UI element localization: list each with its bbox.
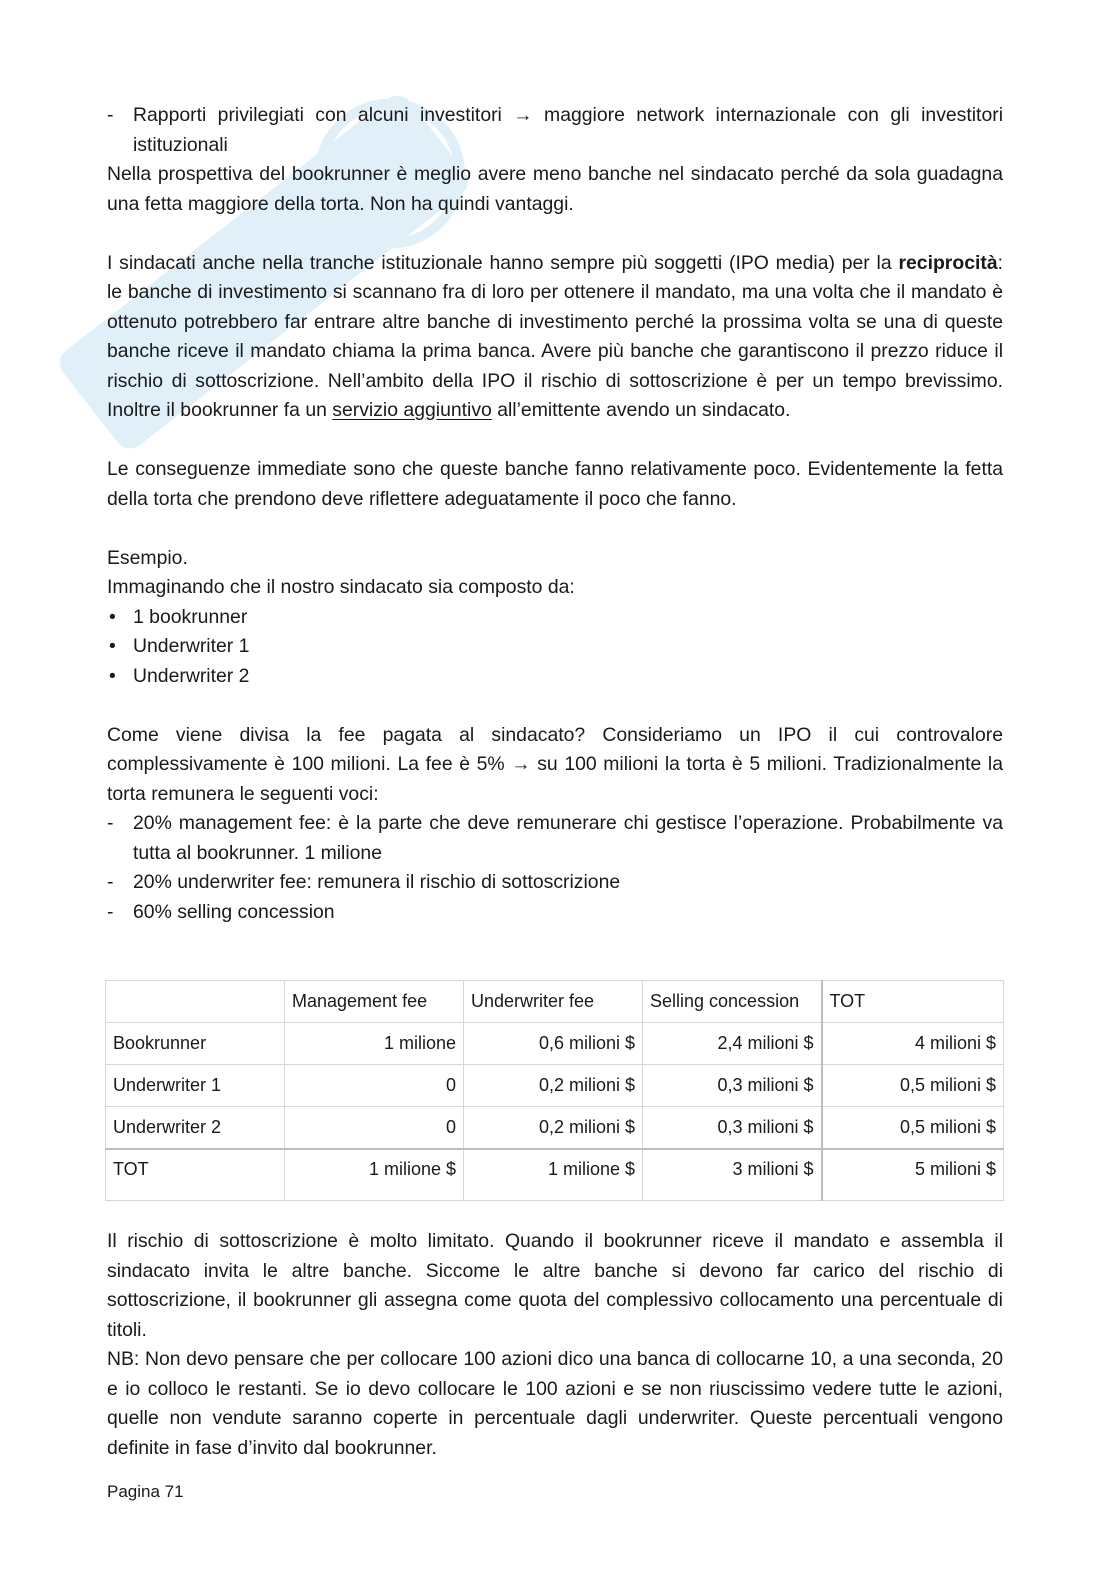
table-header-cell: Underwriter fee <box>464 981 643 1023</box>
table-header-cell: Management fee <box>285 981 464 1023</box>
fee-item-text: 20% underwriter fee: remunera il rischio di sottoscrizione <box>133 871 621 893</box>
privileged-investors-item <box>107 101 1003 160</box>
bullet-marker: • <box>109 635 116 657</box>
bullet-marker: • <box>109 664 116 687</box>
table-cell: 0,3 milioni $ <box>643 1107 822 1150</box>
fee-item <box>107 868 1003 898</box>
table-header-cell: TOT <box>822 981 1004 1023</box>
right-arrow-icon: → <box>513 104 533 126</box>
table-cell: 1 milione $ <box>285 1149 464 1201</box>
bottom-text <box>107 1227 1003 1463</box>
fee-item <box>107 809 1003 868</box>
esempio-intro: Immaginando che il nostro sindacato sia composto da: <box>107 576 575 598</box>
syndicate-item <box>107 632 1003 662</box>
table-cell: 0,2 milioni $ <box>464 1065 643 1107</box>
list-dash-marker: - <box>107 104 114 126</box>
list-dash-marker: - <box>107 812 114 834</box>
sindacati-middle: : le banche di investimento si scannano fra di loro per ottenere il mandato, ma una volta che il mandato è ottenuto potrebbero far entrare altre banche di investimento perché la prossima volta se una di queste banche riceve il mandato chiama la prima banca. Avere più banche che garantiscono il prezzo riduce il rischio di sottoscrizione. Nell’ambito della IPO il rischio di sottoscrizione è per un tempo brevissimo. Inoltre il bookrunner fa un <box>107 251 1003 421</box>
fee-paragraph-before: Come viene divisa la fee pagata al sindacato? Consideriamo un IPO il cui controvalore complessivamente è 100 milioni. La fee è 5% <box>107 723 1003 775</box>
table-row-label: Bookrunner <box>106 1023 285 1065</box>
syndicate-item-label: Underwriter 2 <box>133 664 250 687</box>
fee-item-text: 60% selling concession <box>133 900 335 923</box>
table-row-label: Underwriter 1 <box>106 1065 285 1107</box>
table-header-cell: Selling concession <box>643 981 822 1023</box>
fee-paragraph-after: su 100 milioni la torta è 5 milioni. Tradizionalmente la torta remunera le seguenti voci: <box>107 753 1004 805</box>
sindacati-paragraph <box>107 249 1003 426</box>
table-cell: 1 milione <box>285 1023 464 1065</box>
servizio-aggiuntivo-term: servizio aggiuntivo <box>332 399 492 421</box>
sindacati-lead: I sindacati anche nella tranche istituzionale hanno sempre più soggetti (IPO media) per la <box>107 251 892 274</box>
table-cell: 0 <box>285 1107 464 1150</box>
table-cell: 0,3 milioni $ <box>643 1065 822 1107</box>
table-row <box>106 1023 1004 1065</box>
right-arrow-icon: → <box>511 753 531 775</box>
network-text: maggiore network internazionale con gli investitori istituzionali <box>133 104 1003 156</box>
privileged-investors-text: Rapporti privilegiati con alcuni investitori <box>133 104 502 126</box>
list-dash-marker: - <box>107 900 114 923</box>
table-header-cell <box>106 981 285 1023</box>
reciprocita-term: reciprocità <box>898 251 998 274</box>
table-cell: 0,2 milioni $ <box>464 1107 643 1150</box>
document-body <box>107 101 1003 927</box>
table-header-row <box>106 981 1004 1023</box>
bullet-marker: • <box>109 605 116 628</box>
rischio-paragraph: Il rischio di sottoscrizione è molto limitato. Quando il bookrunner riceve il mandato e assembla il sindacato invita le altre banche. Siccome le altre banche si devono far carico del rischio di sottoscrizione, il bookrunner gli assegna come quota del complessivo collocamento una percentuale di titoli. <box>107 1230 1003 1341</box>
table-cell: 4 milioni $ <box>822 1023 1004 1065</box>
fee-item <box>107 898 1003 928</box>
nb-paragraph: NB: Non devo pensare che per collocare 100 azioni dico una banca di collocarne 10, a una seconda, 20 e io colloco le restanti. Se io devo collocare le 100 azioni e se non riuscissimo vedere tutte le azioni, quelle non vendute saranno coperte in percentuale dagli underwriter. Queste percentuali vengono definite in fase d’invito dal bookrunner. <box>107 1348 1003 1459</box>
table-cell: 0,5 milioni $ <box>822 1107 1004 1150</box>
list-dash-marker: - <box>107 871 114 893</box>
table-cell: 0,6 milioni $ <box>464 1023 643 1065</box>
conseguenze-paragraph: Le conseguenze immediate sono che queste banche fanno relativamente poco. Evidentemente la fetta della torta che prendono deve riflettere adeguatamente il poco che fanno. <box>107 458 1003 510</box>
bookrunner-paragraph: Nella prospettiva del bookrunner è meglio avere meno banche nel sindacato perché da sola guadagna una fetta maggiore della torta. Non ha quindi vantaggi. <box>107 163 1003 215</box>
table-cell: 5 milioni $ <box>822 1149 1004 1201</box>
table-cell: 1 milione $ <box>464 1149 643 1201</box>
fee-item-text: 20% management fee: è la parte che deve remunerare chi gestisce l’operazione. Probabilmente va tutta al bookrunner. 1 milione <box>133 812 1003 864</box>
syndicate-item-label: 1 bookrunner <box>133 605 248 628</box>
fee-table <box>105 980 1004 1201</box>
esempio-label: Esempio. <box>107 546 188 569</box>
sindacati-tail: all’emittente avendo un sindacato. <box>497 399 791 421</box>
table-total-row <box>106 1149 1004 1201</box>
table-cell: 0 <box>285 1065 464 1107</box>
table-cell: 0,5 milioni $ <box>822 1065 1004 1107</box>
syndicate-item-label: Underwriter 1 <box>133 635 250 657</box>
table-row <box>106 1065 1004 1107</box>
table-row <box>106 1107 1004 1150</box>
syndicate-item <box>107 603 1003 633</box>
page-number: Pagina 71 <box>107 1482 184 1501</box>
fee-paragraph <box>107 721 1003 810</box>
table-cell: 2,4 milioni $ <box>643 1023 822 1065</box>
syndicate-item <box>107 662 1003 692</box>
table-row-label: Underwriter 2 <box>106 1107 285 1150</box>
table-cell: 3 milioni $ <box>643 1149 822 1201</box>
table-row-label: TOT <box>106 1149 285 1201</box>
